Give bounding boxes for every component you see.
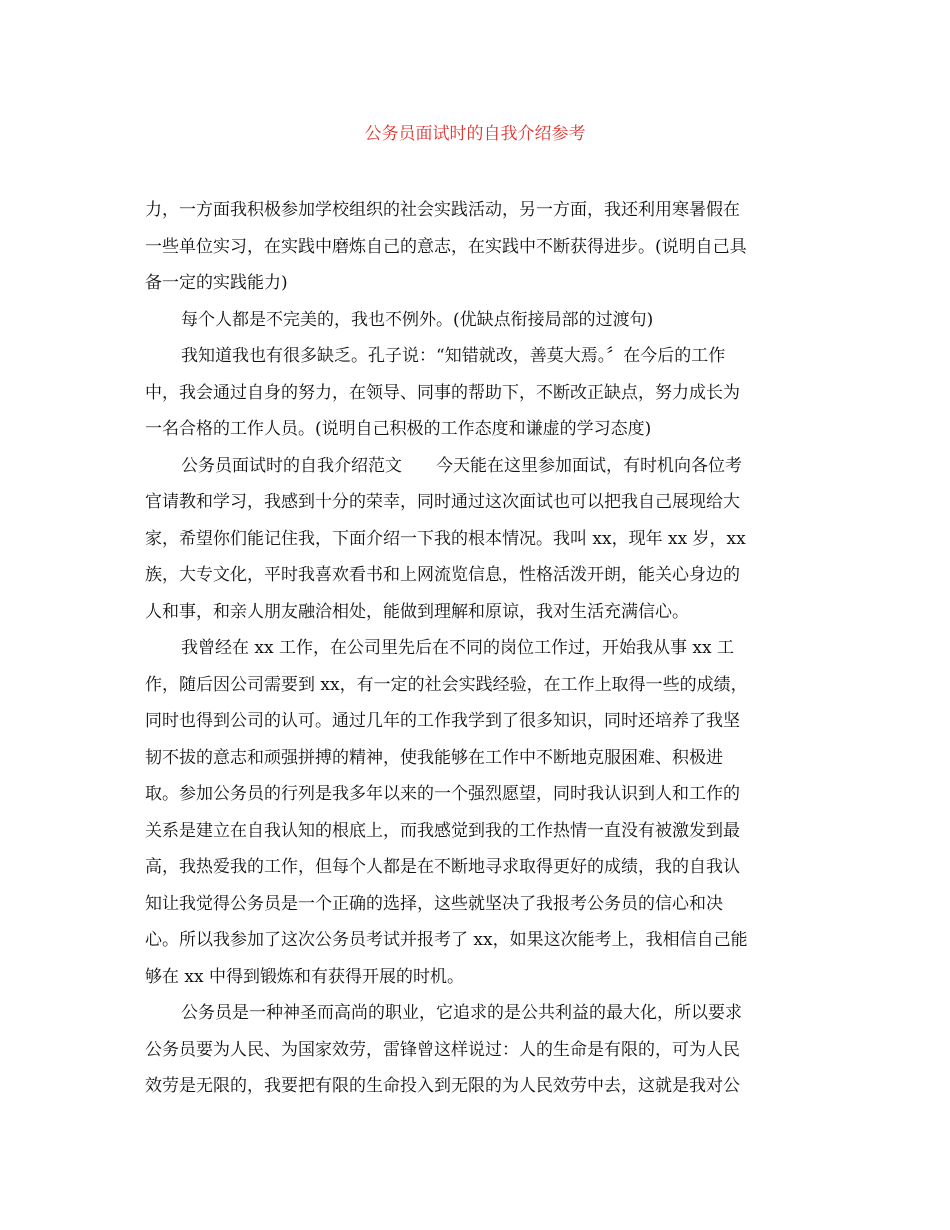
text-line: 心。所以我参加了这次公务员考试并报考了 xx，如果这次能考上，我相信自己能 (145, 930, 748, 950)
text-line: 知让我觉得公务员是一个正确的选择，这些就坚决了我报考公务员的信心和决 (145, 893, 723, 914)
text-line: 作，随后因公司需要到 xx，有一定的社会实践经验，在工作上取得一些的成绩， (145, 674, 748, 695)
text-line: 公务员面试时的自我介绍范文 今天能在这里参加面试，有时机向各位考 (181, 455, 742, 476)
text-line: 高，我热爱我的工作，但每个人都是在不断地寻求取得更好的成绩，我的自我认 (145, 857, 740, 877)
document-body (145, 192, 810, 1105)
text-line: 人和事，和亲人朋友融洽相处，能做到理解和原谅，我对生活充满信心。 (145, 601, 689, 622)
document-title: 公务员面试时的自我介绍参考 (364, 124, 586, 144)
text-line: 力，一方面我积极参加学校组织的社会实践活动，另一方面，我还利用寒暑假在 (145, 200, 740, 220)
text-line: 一名合格的工作人员。(说明自己积极的工作态度和谦虚的学习态度) (145, 419, 652, 439)
text-line: 族，大专文化，平时我喜欢看书和上网流览信息，性格活泼开朗，能关心身边的 (145, 565, 740, 585)
text-line: 每个人都是不完美的，我也不例外。(优缺点衔接局部的过渡句) (181, 309, 654, 330)
text-line: 够在 xx 中得到锻炼和有获得开展的时机。 (145, 966, 464, 987)
text-line: 我知道我也有很多缺乏。孔子说：“知错就改，善莫大焉。〞在今后的工作 (181, 346, 726, 366)
text-line: 公务员是一种神圣而高尚的职业，它追求的是公共利益的最大化，所以要求 (181, 1003, 742, 1023)
text-line: 官请教和学习，我感到十分的荣幸，同时通过这次面试也可以把我自己展现给大 (145, 492, 740, 512)
text-line: 效劳是无限的，我要把有限的生命投入到无限的为人民效劳中去，这就是我对公 (145, 1076, 740, 1096)
text-line: 中，我会通过自身的努力，在领导、同事的帮助下，不断改正缺点，努力成长为 (145, 382, 740, 403)
text-line: 公务员要为人民、为国家效劳，雷锋曾这样说过：人的生命是有限的，可为人民 (145, 1039, 740, 1060)
text-line: 家，希望你们能记住我，下面介绍一下我的根本情况。我叫 xx，现年 xx 岁，xx (145, 528, 746, 549)
text-line: 韧不拔的意志和顽强拼搏的精神，使我能够在工作中不断地克服困难、积极进 (145, 747, 723, 768)
text-line: 取。参加公务员的行列是我多年以来的一个强烈愿望，同时我认识到人和工作的 (145, 784, 740, 804)
text-line: 同时也得到公司的认可。通过几年的工作我学到了很多知识，同时还培养了我坚 (145, 711, 740, 731)
text-line: 关系是建立在自我认知的根底上，而我感觉到我的工作热情一直没有被激发到最 (145, 820, 740, 841)
text-line: 一些单位实习，在实践中磨炼自己的意志，在实践中不断获得进步。(说明自己具 (145, 236, 747, 257)
text-line: 备一定的实践能力) (145, 273, 288, 293)
text-line: 我曾经在 xx 工作，在公司里先后在不同的岗位工作过，开始我从事 xx 工 (181, 638, 734, 658)
